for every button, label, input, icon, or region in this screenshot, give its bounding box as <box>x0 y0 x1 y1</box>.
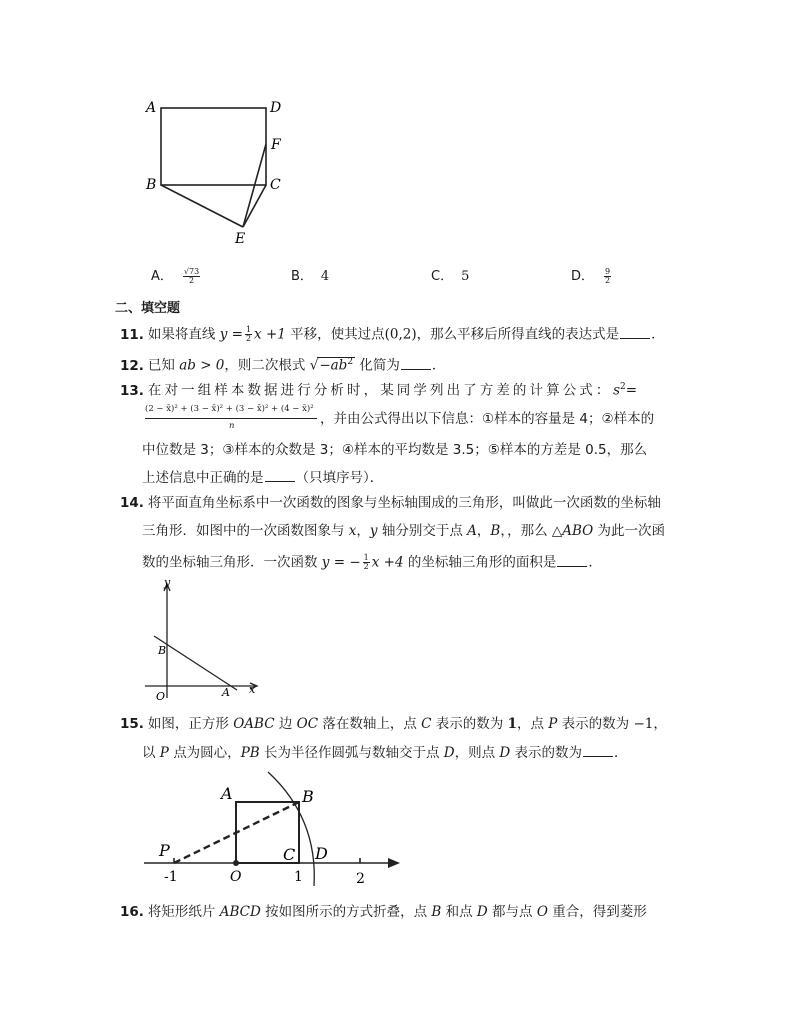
question-13-line-4: 上述信息中正确的是 （只填序号）． <box>142 470 384 486</box>
label-d: D <box>270 100 282 116</box>
label-e: E <box>235 231 246 247</box>
figure-coordinate-triangle <box>140 576 270 702</box>
label-o: O <box>230 869 242 885</box>
label-p: P <box>159 841 170 860</box>
option-a-fraction: $\frac{√73}{2}$ <box>183 267 200 285</box>
label-minus-1: -1 <box>164 869 178 885</box>
question-14-line-1: 14. 将平面直角坐标系中一次函数的图象与坐标轴围成的三角形，叫做此一次函数的坐标轴 <box>120 495 661 511</box>
section-title: 二、填空题 <box>115 301 181 316</box>
question-13-line-1: 13. 在 对 一 组 样 本 数 据 进 行 分 析 时 ， 某 同 学 列 出 了 方 差 的 计 算 公 式 ： $s^2=$ <box>120 382 638 399</box>
question-14-line-2: 三角形．如图中的一次函数图象与 x，y 轴分别交于点 A，B，，那么 △ABO 为此一次函 <box>142 523 666 539</box>
option-a[interactable]: A． $\frac{√73}{2}$ <box>151 267 200 285</box>
label-c: C <box>270 177 281 193</box>
answer-blank-15[interactable] <box>583 746 613 757</box>
answer-blank-13[interactable] <box>265 471 295 482</box>
label-x: x <box>249 683 256 696</box>
label-f: F <box>271 137 281 153</box>
label-b: B <box>146 177 157 193</box>
question-13-line-3: 中位数是 3；③样本的众数是 3；④样本的平均数是 3.5；⑤样本的方差是 0.5，那么 <box>142 442 648 458</box>
answer-blank-12[interactable] <box>401 359 431 370</box>
option-b[interactable]: B． 4 <box>291 269 330 284</box>
rect-abcd <box>161 108 266 185</box>
answer-blank-14[interactable] <box>557 556 587 567</box>
segment-ce <box>243 185 266 227</box>
option-d-fraction: $\frac{9}{2}$ <box>605 267 611 285</box>
point-o <box>233 860 239 866</box>
figure-rectangle-fold <box>140 96 300 252</box>
label-2: 2 <box>356 871 365 887</box>
variance-formula: (2 − x̄)² + (3 − x̄)² + (3 − x̄)² + (4 − x̄)² n <box>145 404 314 414</box>
question-14-line-3: 数的坐标轴三角形．一次函数 y = − $\frac{1}{2}$ x +4 的坐标轴三角形的面积是 ． <box>142 553 602 571</box>
answer-blank-11[interactable] <box>620 328 650 339</box>
label-y: y <box>164 576 171 589</box>
label-a: A <box>221 784 233 803</box>
label-o: O <box>156 690 166 702</box>
label-1: 1 <box>294 869 303 885</box>
question-13-line-2: ，并由公式得出以下信息：①样本的容量是 4；②样本的 <box>320 411 655 427</box>
label-b: B <box>302 787 314 806</box>
question-16: 16. 将矩形纸片 ABCD 按如图所示的方式折叠，点 B 和点 D 都与点 O 重合，得到菱形 <box>120 904 647 920</box>
segment-be <box>161 185 243 227</box>
label-b: B <box>158 644 167 657</box>
number-line-arrow <box>388 858 400 868</box>
question-11: 11. 如果将直线 y = $\frac{1}{2}$ x +1 平移，使其过点(0,2)，那么平移后所得直线的表达式是 ． <box>120 325 665 343</box>
label-c: C <box>283 845 296 864</box>
label-a: A <box>222 686 230 699</box>
question-12: 12. 已知 ab > 0，则二次根式 $√-ab^2$ 化简为 ． <box>120 357 446 374</box>
question-15-line-1: 15. 如图，正方形 OABC 边 OC 落在数轴上，点 C 表示的数为 1，点 P 表示的数为 −1， <box>120 716 667 732</box>
label-a: A <box>146 100 157 116</box>
option-d[interactable]: D． $\frac{9}{2}$ <box>571 267 611 285</box>
label-d: D <box>315 844 328 863</box>
question-15-line-2: 以 P 点为圆心，PB 长为半径作圆弧与数轴交于点 D，则点 D 表示的数为 ． <box>142 745 628 761</box>
figure-number-line-square <box>140 770 410 888</box>
option-c[interactable]: C． 5 <box>431 269 470 284</box>
